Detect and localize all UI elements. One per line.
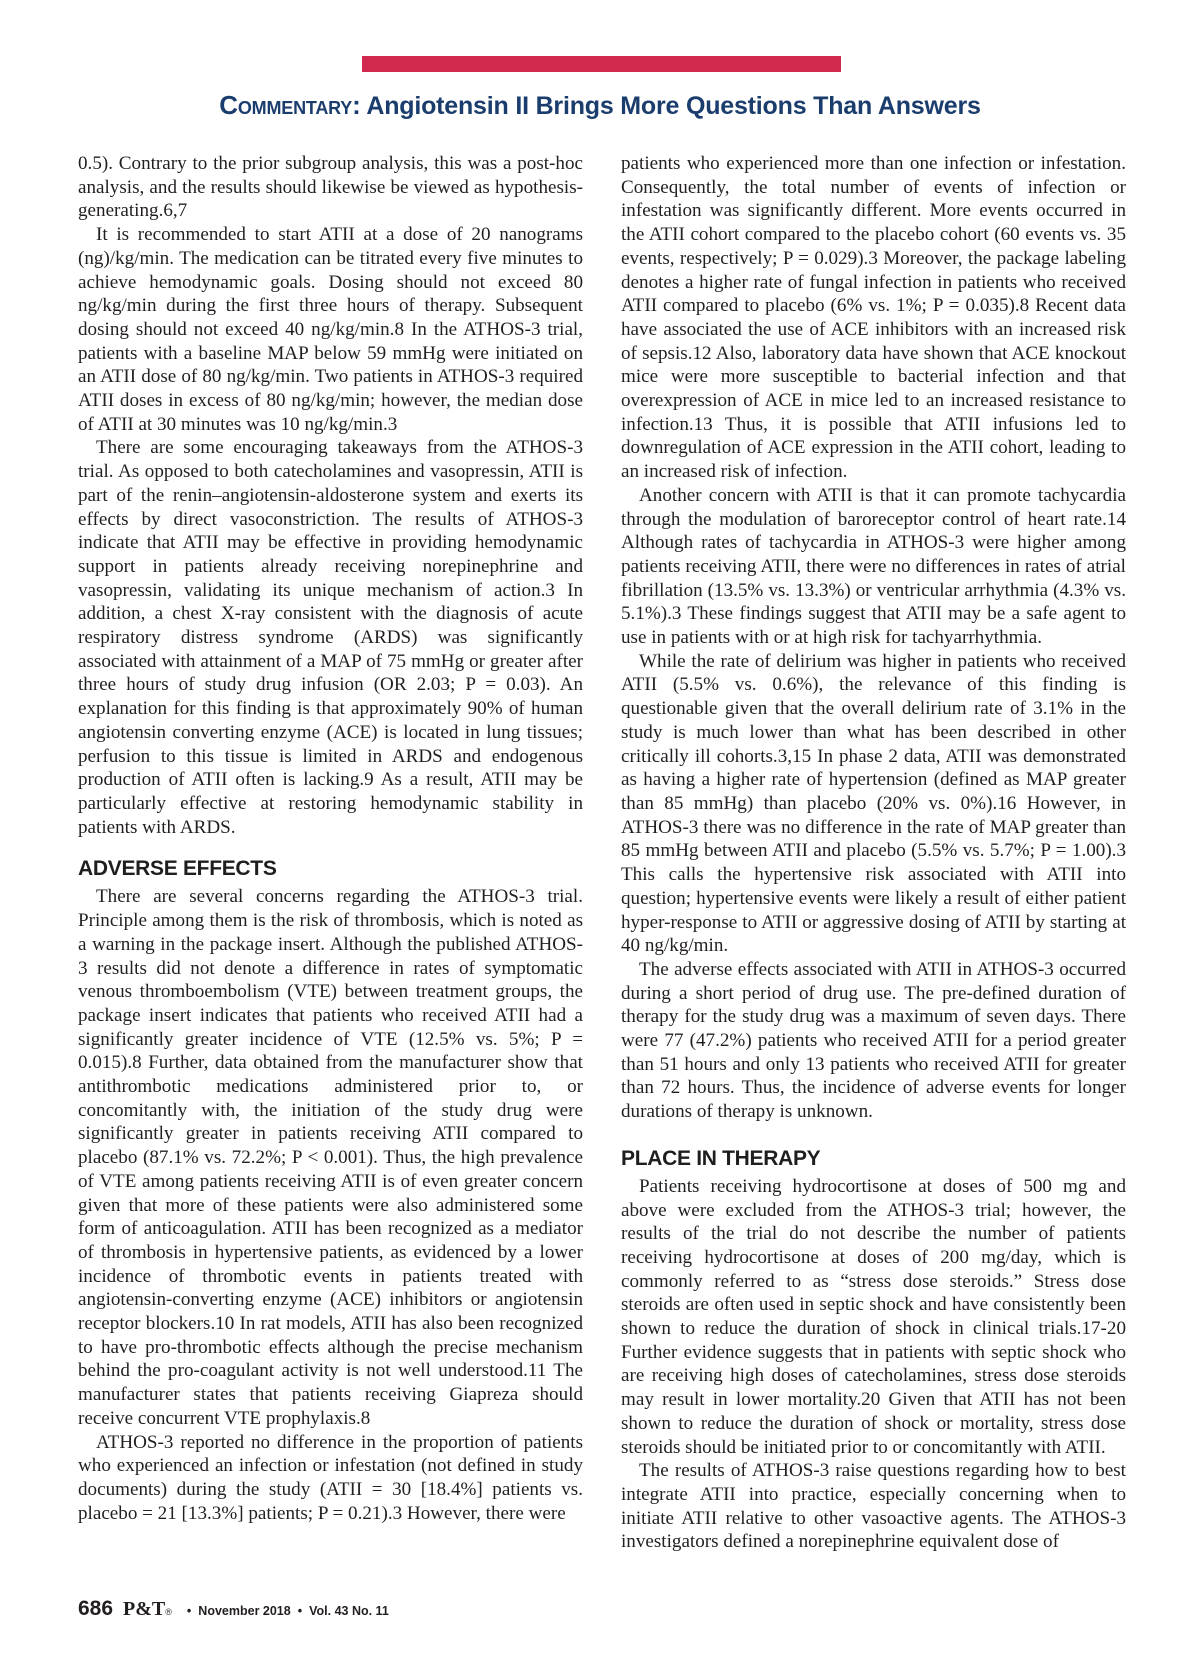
separator-dot: •	[297, 1604, 303, 1618]
paragraph: Another concern with ATII is that it can promote tachycardia through the modulation of baroreceptor control of heart rate.14 Although rates of tachycardia in ATHOS-3 were higher among patients receiving ATII, there were no differences in rates of atrial fibrillation (13.5% vs. 13.3%) or ventricular arrhythmia (4.3% vs. 5.1%).3 These findings suggest that ATII may be a safe agent to use in patients with or at high risk for tachyarrhythmia.	[621, 484, 1126, 649]
page-number: 686	[78, 1597, 114, 1620]
section-heading-place-in-therapy: PLACE IN THERAPY	[621, 1146, 821, 1170]
section-heading-adverse-effects: ADVERSE EFFECTS	[78, 857, 277, 881]
paragraph: While the rate of delirium was higher in patients who received ATII (5.5% vs. 0.6%), the relevance of this finding is questionable given that the overall delirium rate of 3.1% in the study is much lower than what has been described in other critically ill cohorts.3,15 In phase 2 data, ATII was demonstrated as having a higher rate of hypertension (defined as MAP greater than 85 mmHg) than placebo (20% vs. 0%).16 However, in ATHOS-3 there was no difference in the rate of MAP greater than 85 mmHg between ATII and placebo (5.5% vs. 5.7%; P = 1.00).3 This calls the hypertensive risk associated with ATII into question; hypertensive events were likely a result of either patient hyper-response to ATII or aggressive dosing of ATII by starting at 40 ng/kg/min.	[621, 650, 1126, 957]
paragraph: The results of ATHOS-3 raise questions regarding how to best integrate ATII into practice, especially concerning when to initiate ATII relative to other vasoactive agents. The ATHOS-3 investigators defined a norepinephrine equivalent dose of	[621, 1460, 1126, 1553]
paragraph: 0.5). Contrary to the prior subgroup analysis, this was a post-hoc analysis, and the results should likewise be viewed as hypothesis-generating.6,7	[78, 153, 583, 222]
header-accent-bar	[362, 56, 841, 72]
separator-dot: •	[186, 1604, 192, 1618]
volume-info: Vol. 43 No. 11	[309, 1604, 389, 1618]
header-title: Angiotensin II Brings More Questions Than Answers	[360, 92, 981, 120]
paragraph: The adverse effects associated with ATII in ATHOS-3 occurred during a short period of drug use. The pre-defined duration of therapy for the study drug was a maximum of seven days. There were 77 (47.2%) patients who received ATII for a period greater than 51 hours and only 13 patients who received ATII for greater than 72 hours. Thus, the incidence of adverse events for longer durations of therapy is unknown.	[621, 958, 1126, 1123]
paragraph: There are some encouraging takeaways from the ATHOS-3 trial. As opposed to both catecholamines and vasopressin, ATII is part of the renin–angiotensin-aldosterone system and exerts its effects by direct vasoconstriction. The results of ATHOS-3 indicate that ATII may be effective in providing hemodynamic support in patients already receiving norepinephrine and vasopressin, validating its unique mechanism of action.3 In addition, a chest X-ray consistent with the diagnosis of acute respiratory distress syndrome (ARDS) was significantly associated with attainment of a MAP of 75 mmHg or greater after three hours of study drug infusion (OR 2.03; P = 0.03). An explanation for this finding is that approximately 90% of human angiotensin converting enzyme (ACE) is located in lung tissues; perfusion to this tissue is limited in ARDS and endogenous production of ATII often is lacking.9 As a result, ATII may be particularly effective at restoring hemodynamic stability in patients with ARDS.	[78, 437, 583, 838]
left-column	[78, 152, 583, 1525]
paragraph: ATHOS-3 reported no difference in the proportion of patients who experienced an infection or infestation (not defined in study documents) during the study (ATII = 30 [18.4%] patients vs. placebo = 21 [13.3%] patients; P = 0.21).3 However, there were	[78, 1431, 583, 1524]
paragraph: It is recommended to start ATII at a dose of 20 nanograms (ng)/kg/min. The medication can be titrated every five minutes to achieve hemodynamic goals. Dosing should not exceed 80 ng/kg/min during the first three hours of therapy. Subsequent dosing should not exceed 40 ng/kg/min.8 In the ATHOS-3 trial, patients with a baseline MAP below 59 mmHg were initiated on an ATII dose of 80 ng/kg/min. Two patients in ATHOS-3 required ATII doses in excess of 80 ng/kg/min; however, the median dose of ATII at 30 minutes was 10 ng/kg/min.3	[78, 224, 583, 435]
running-header	[0, 90, 1200, 121]
journal-name: P&T	[123, 1598, 166, 1620]
registered-mark: ®	[165, 1607, 172, 1617]
paragraph: Patients receiving hydrocortisone at doses of 500 mg and above were excluded from the ATHOS-3 trial; however, the results of the trial do not describe the number of patients receiving hydrocortisone at doses of 200 mg/day, which is commonly referred to as “stress dose steroids.” Stress dose steroids are often used in septic shock and have consistently been shown to reduce the duration of shock in clinical trials.17-20 Further evidence suggests that in patients with septic shock who are receiving high doses of catecholamines, stress dose steroids may result in lower mortality.20 Given that ATII has not been shown to reduce the duration of shock or mortality, stress dose steroids should be initiated prior to or concomitantly with ATII.	[621, 1175, 1126, 1458]
header-kicker: Commentary:	[219, 90, 361, 120]
right-column	[621, 152, 1126, 1554]
paragraph: There are several concerns regarding the ATHOS-3 trial. Principle among them is the risk of thrombosis, which is noted as a warning in the package insert. Although the published ATHOS-3 results did not denote a difference in rates of symptomatic venous thromboembolism (VTE) between treatment groups, the package insert indicates that patients who received ATII had a significantly greater incidence of VTE (12.5% vs. 5%; P = 0.015).8 Further, data obtained from the manufacturer show that antithrombotic medications administered prior to, or concomitantly with, the initiation of the study drug were significantly greater in patients receiving ATII compared to placebo (87.1% vs. 72.2%; P < 0.001). Thus, the high prevalence of VTE among patients receiving ATII is of even greater concern given that more of these patients were also administered some form of anticoagulation. ATII has been recognized as a mediator of thrombosis in hypertensive patients, as evidenced by a lower incidence of thrombotic events in patients treated with angiotensin-converting enzyme (ACE) inhibitors or angiotensin receptor blockers.10 In rat models, ATII has also been recognized to have pro-thrombotic effects although the precise mechanism behind the pro-coagulant activity is not well understood.11 The manufacturer states that patients receiving Giapreza should receive concurrent VTE prophylaxis.8	[78, 886, 583, 1429]
page-footer	[78, 1597, 389, 1621]
paragraph: patients who experienced more than one infection or infestation. Consequently, the total number of events of infection or infestation was significantly different. More events occurred in the ATII cohort compared to the placebo cohort (60 events vs. 35 events, respectively; P = 0.029).3 Moreover, the package labeling denotes a higher rate of fungal infection in patients who received ATII compared to placebo (6% vs. 1%; P = 0.035).8 Recent data have associated the use of ACE inhibitors with an increased risk of sepsis.12 Also, laboratory data have shown that ACE knockout mice were more susceptible to bacterial infection and that overexpression of ACE in mice led to an increased resistance to infection.13 Thus, it is possible that ATII infusions led to downregulation of ACE expression in the ATII cohort, leading to an increased risk of infection.	[621, 153, 1126, 483]
issue-date: November 2018	[198, 1604, 291, 1618]
